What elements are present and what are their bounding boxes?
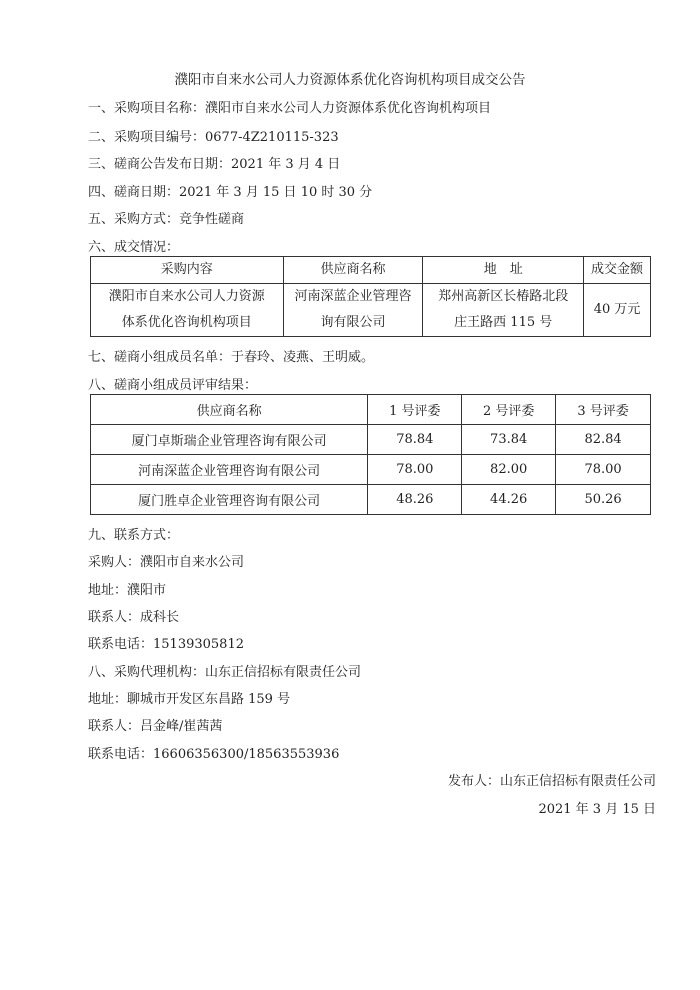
cell-line: 询有限公司: [320, 315, 386, 330]
table-cell: 82.84: [556, 425, 651, 455]
negotiation-date-line: 四、磋商日期：2021 年 3 月 15 日 10 时 30 分: [88, 185, 373, 200]
table-row: [91, 455, 651, 485]
agency-phone-line: 联系电话：16606356300/18563553936: [88, 747, 340, 762]
contact-heading: 九、联系方式：: [88, 528, 180, 543]
agency-address-line: 地址：聊城市开发区东昌路 159 号: [88, 692, 291, 707]
procurement-method-line: 五、采购方式：竞争性磋商: [88, 212, 245, 227]
review-heading: 八、磋商小组成员评审结果：: [88, 378, 258, 393]
table-cell: 50.26: [556, 485, 651, 515]
cell-line: 庄王路西 115 号: [454, 315, 553, 330]
buyer-address-line: 地址：濮阳市: [88, 583, 167, 598]
agency-line: 八、采购代理机构：山东正信招标有限责任公司: [88, 665, 362, 680]
table-cell-amount: 40 万元: [584, 284, 651, 337]
table-header-row: [91, 395, 651, 425]
publish-date-footer: 2021 年 3 月 15 日: [538, 802, 656, 817]
table-header-cell: 地 址: [423, 257, 584, 284]
cell-line: 郑州高新区长椿路北段: [438, 289, 569, 304]
buyer-phone-line: 联系电话：15139305812: [88, 637, 244, 652]
table-header-cell: 3 号评委: [556, 395, 651, 425]
table-header-cell: 采购内容: [91, 257, 284, 284]
table-row: [91, 425, 651, 455]
page-title: 濮阳市自来水公司人力资源体系优化咨询机构项目成交公告: [174, 72, 526, 88]
project-name-line: 一、采购项目名称：濮阳市自来水公司人力资源体系优化咨询机构项目: [88, 101, 492, 116]
table-header-cell: 2 号评委: [462, 395, 556, 425]
publisher-line: 发布人：山东正信招标有限责任公司: [447, 774, 656, 789]
cell-line: 河南深蓝企业管理咨: [294, 289, 412, 304]
table-cell-supplier: [283, 284, 423, 337]
table-header-cell: 供应商名称: [91, 395, 368, 425]
table-cell: 73.84: [462, 425, 556, 455]
score-table: [90, 394, 651, 515]
table-cell: 厦门卓斯瑞企业管理咨询有限公司: [91, 425, 368, 455]
deal-heading: 六、成交情况：: [88, 240, 180, 255]
table-cell: 河南深蓝企业管理咨询有限公司: [91, 455, 368, 485]
table-row: [91, 485, 651, 515]
cell-line: 濮阳市自来水公司人力资源: [108, 289, 265, 304]
table-header-cell: 成交金额: [584, 257, 651, 284]
table-cell: 厦门胜卓企业管理咨询有限公司: [91, 485, 368, 515]
table-cell-address: [423, 284, 584, 337]
agency-contact-line: 联系人：吕金峰/崔茜茜: [88, 719, 223, 734]
table-cell: 78.00: [556, 455, 651, 485]
table-cell: 82.00: [462, 455, 556, 485]
project-number-line: 二、采购项目编号：0677-4Z210115-323: [88, 130, 339, 145]
deal-table: [90, 256, 651, 337]
table-cell: 78.00: [368, 455, 462, 485]
table-cell-content: [91, 284, 284, 337]
table-cell: 44.26: [462, 485, 556, 515]
buyer-line: 采购人：濮阳市自来水公司: [88, 555, 245, 570]
members-line: 七、磋商小组成员名单：于春玲、凌燕、王明威。: [88, 350, 375, 365]
cell-line: 体系优化咨询机构项目: [121, 315, 252, 330]
table-cell: 48.26: [368, 485, 462, 515]
table-cell: 78.84: [368, 425, 462, 455]
table-row: [91, 284, 651, 337]
publish-date-line: 三、磋商公告发布日期：2021 年 3 月 4 日: [88, 157, 341, 172]
buyer-contact-line: 联系人：成科长: [88, 610, 180, 625]
table-header-row: [91, 257, 651, 284]
table-header-cell: 1 号评委: [368, 395, 462, 425]
table-header-cell: 供应商名称: [283, 257, 423, 284]
